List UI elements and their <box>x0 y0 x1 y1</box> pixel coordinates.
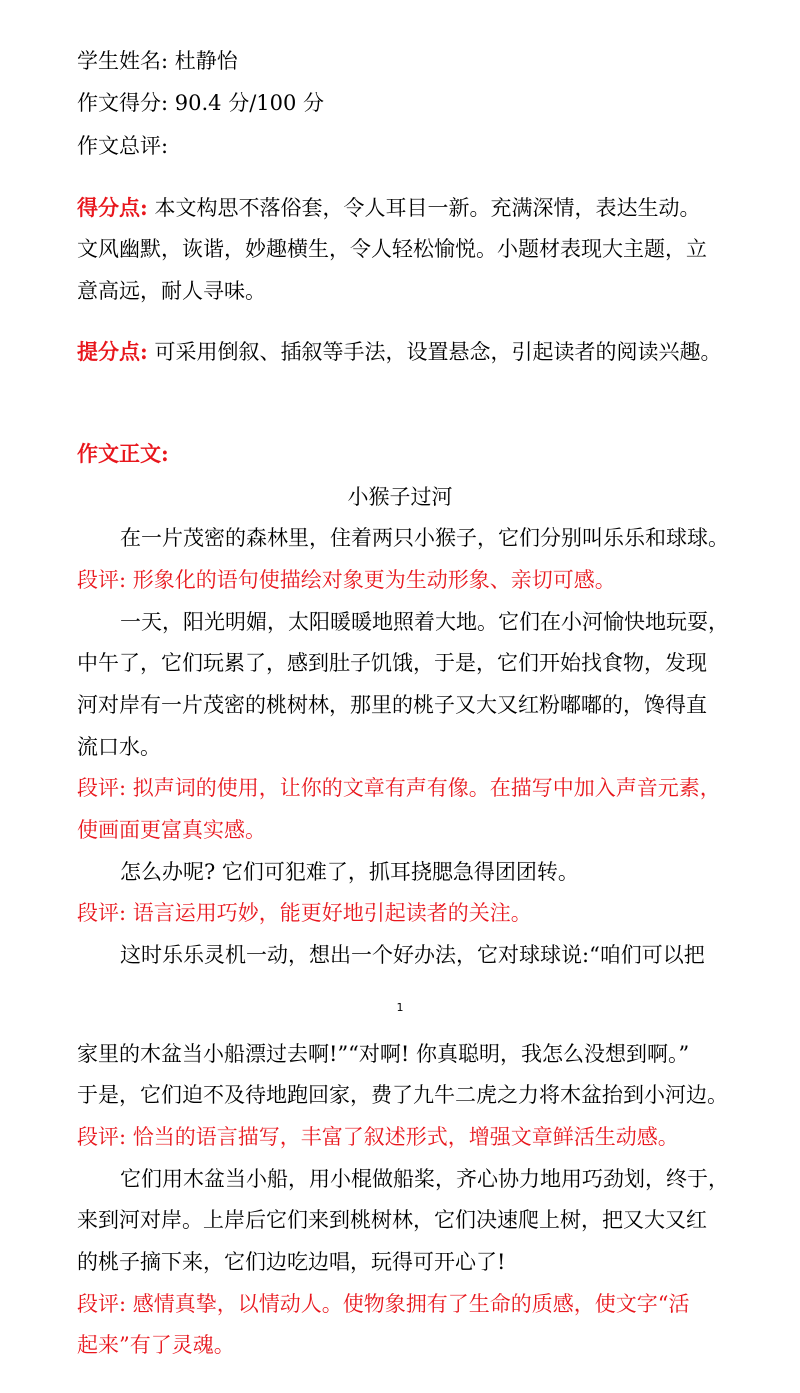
overall-review-label: 作文总评: <box>77 134 169 158</box>
improvement-row <box>77 338 721 366</box>
paragraph-4-line-3: 于是，它们迫不及待地跑回家，费了九牛二虎之力将木盆抬到小河边。 <box>77 1083 728 1107</box>
comment-1-line-1: 段评: 形象化的语句使描绘对象更为生动形象、亲切可感。 <box>77 568 616 592</box>
paragraph-5-line-2: 来到河对岸。上岸后它们来到桃树林，它们决速爬上树，把又大又红 <box>77 1208 707 1232</box>
score-label: 作文得分: <box>77 91 169 115</box>
student-name-row <box>77 47 238 75</box>
paragraph-3-line-1: 怎么办呢? 它们可犯难了，抓耳挠腮急得团团转。 <box>120 860 579 884</box>
paragraph-4-line-2: 家里的木盆当小船漂过去啊!”“对啊! 你真聪明，我怎么没想到啊。” <box>77 1042 690 1066</box>
paragraph-1-line-1: 在一片茂密的森林里，住着两只小猴子，它们分别叫乐乐和球球。 <box>120 526 729 550</box>
improvement-label: 提分点: <box>77 339 148 364</box>
paragraph-2-line-4: 流口水。 <box>77 735 161 759</box>
comment-2-line-1: 段评: 拟声词的使用，让你的文章有声有像。在描写中加入声音元素， <box>77 776 721 800</box>
strengths-text-1: 本文构思不落俗套，令人耳目一新。充满深情，表达生动。 <box>154 196 701 220</box>
paragraph-5-line-3: 的桃子摘下来，它们边吃边唱，玩得可开心了! <box>77 1250 506 1274</box>
strengths-label: 得分点: <box>77 195 148 220</box>
student-name-label: 学生姓名: <box>77 49 169 73</box>
score-row <box>77 89 324 117</box>
comment-5-line-1: 段评: 感情真挚，以情动人。使物象拥有了生命的质感，使文字“活 <box>77 1292 690 1316</box>
comment-2-line-2: 使画面更富真实感。 <box>77 818 266 842</box>
improvement-text: 可采用倒叙、插叙等手法，设置悬念，引起读者的阅读兴趣。 <box>154 340 722 364</box>
score-value: 90.4 分/100 分 <box>174 91 325 115</box>
student-name-value: 杜静怡 <box>174 49 238 73</box>
paragraph-5-line-1: 它们用木盆当小船，用小棍做船桨，齐心协力地用巧劲划，终于， <box>120 1167 729 1191</box>
strengths-line-1 <box>77 194 700 222</box>
comment-5-line-2: 起来”有了灵魂。 <box>77 1333 235 1357</box>
page-number: 1 <box>396 1001 404 1014</box>
paragraph-4-line-1: 这时乐乐灵机一动，想出一个好办法，它对球球说:“咱们可以把 <box>120 943 705 967</box>
comment-4-line-1: 段评: 恰当的语言描写，丰富了叙述形式，增强文章鲜活生动感。 <box>77 1125 679 1149</box>
essay-section-label: 作文正文: <box>77 441 169 466</box>
paragraph-2-line-2: 中午了，它们玩累了，感到肚子饥饿，于是，它们开始找食物，发现 <box>77 651 707 675</box>
paragraph-2-line-3: 河对岸有一片茂密的桃树林，那里的桃子又大又红粉嘟嘟的，馋得直 <box>77 693 707 717</box>
strengths-line-3: 意高远，耐人寻味。 <box>77 279 266 303</box>
essay-title: 小猴子过河 <box>347 485 453 509</box>
paragraph-2-line-1: 一天，阳光明媚，太阳暖暖地照着大地。它们在小河愉快地玩耍， <box>120 610 729 634</box>
comment-3-line-1: 段评: 语言运用巧妙，能更好地引起读者的关注。 <box>77 901 532 925</box>
strengths-line-2: 文风幽默，诙谐，妙趣横生，令人轻松愉悦。小题材表现大主题，立 <box>77 237 707 261</box>
